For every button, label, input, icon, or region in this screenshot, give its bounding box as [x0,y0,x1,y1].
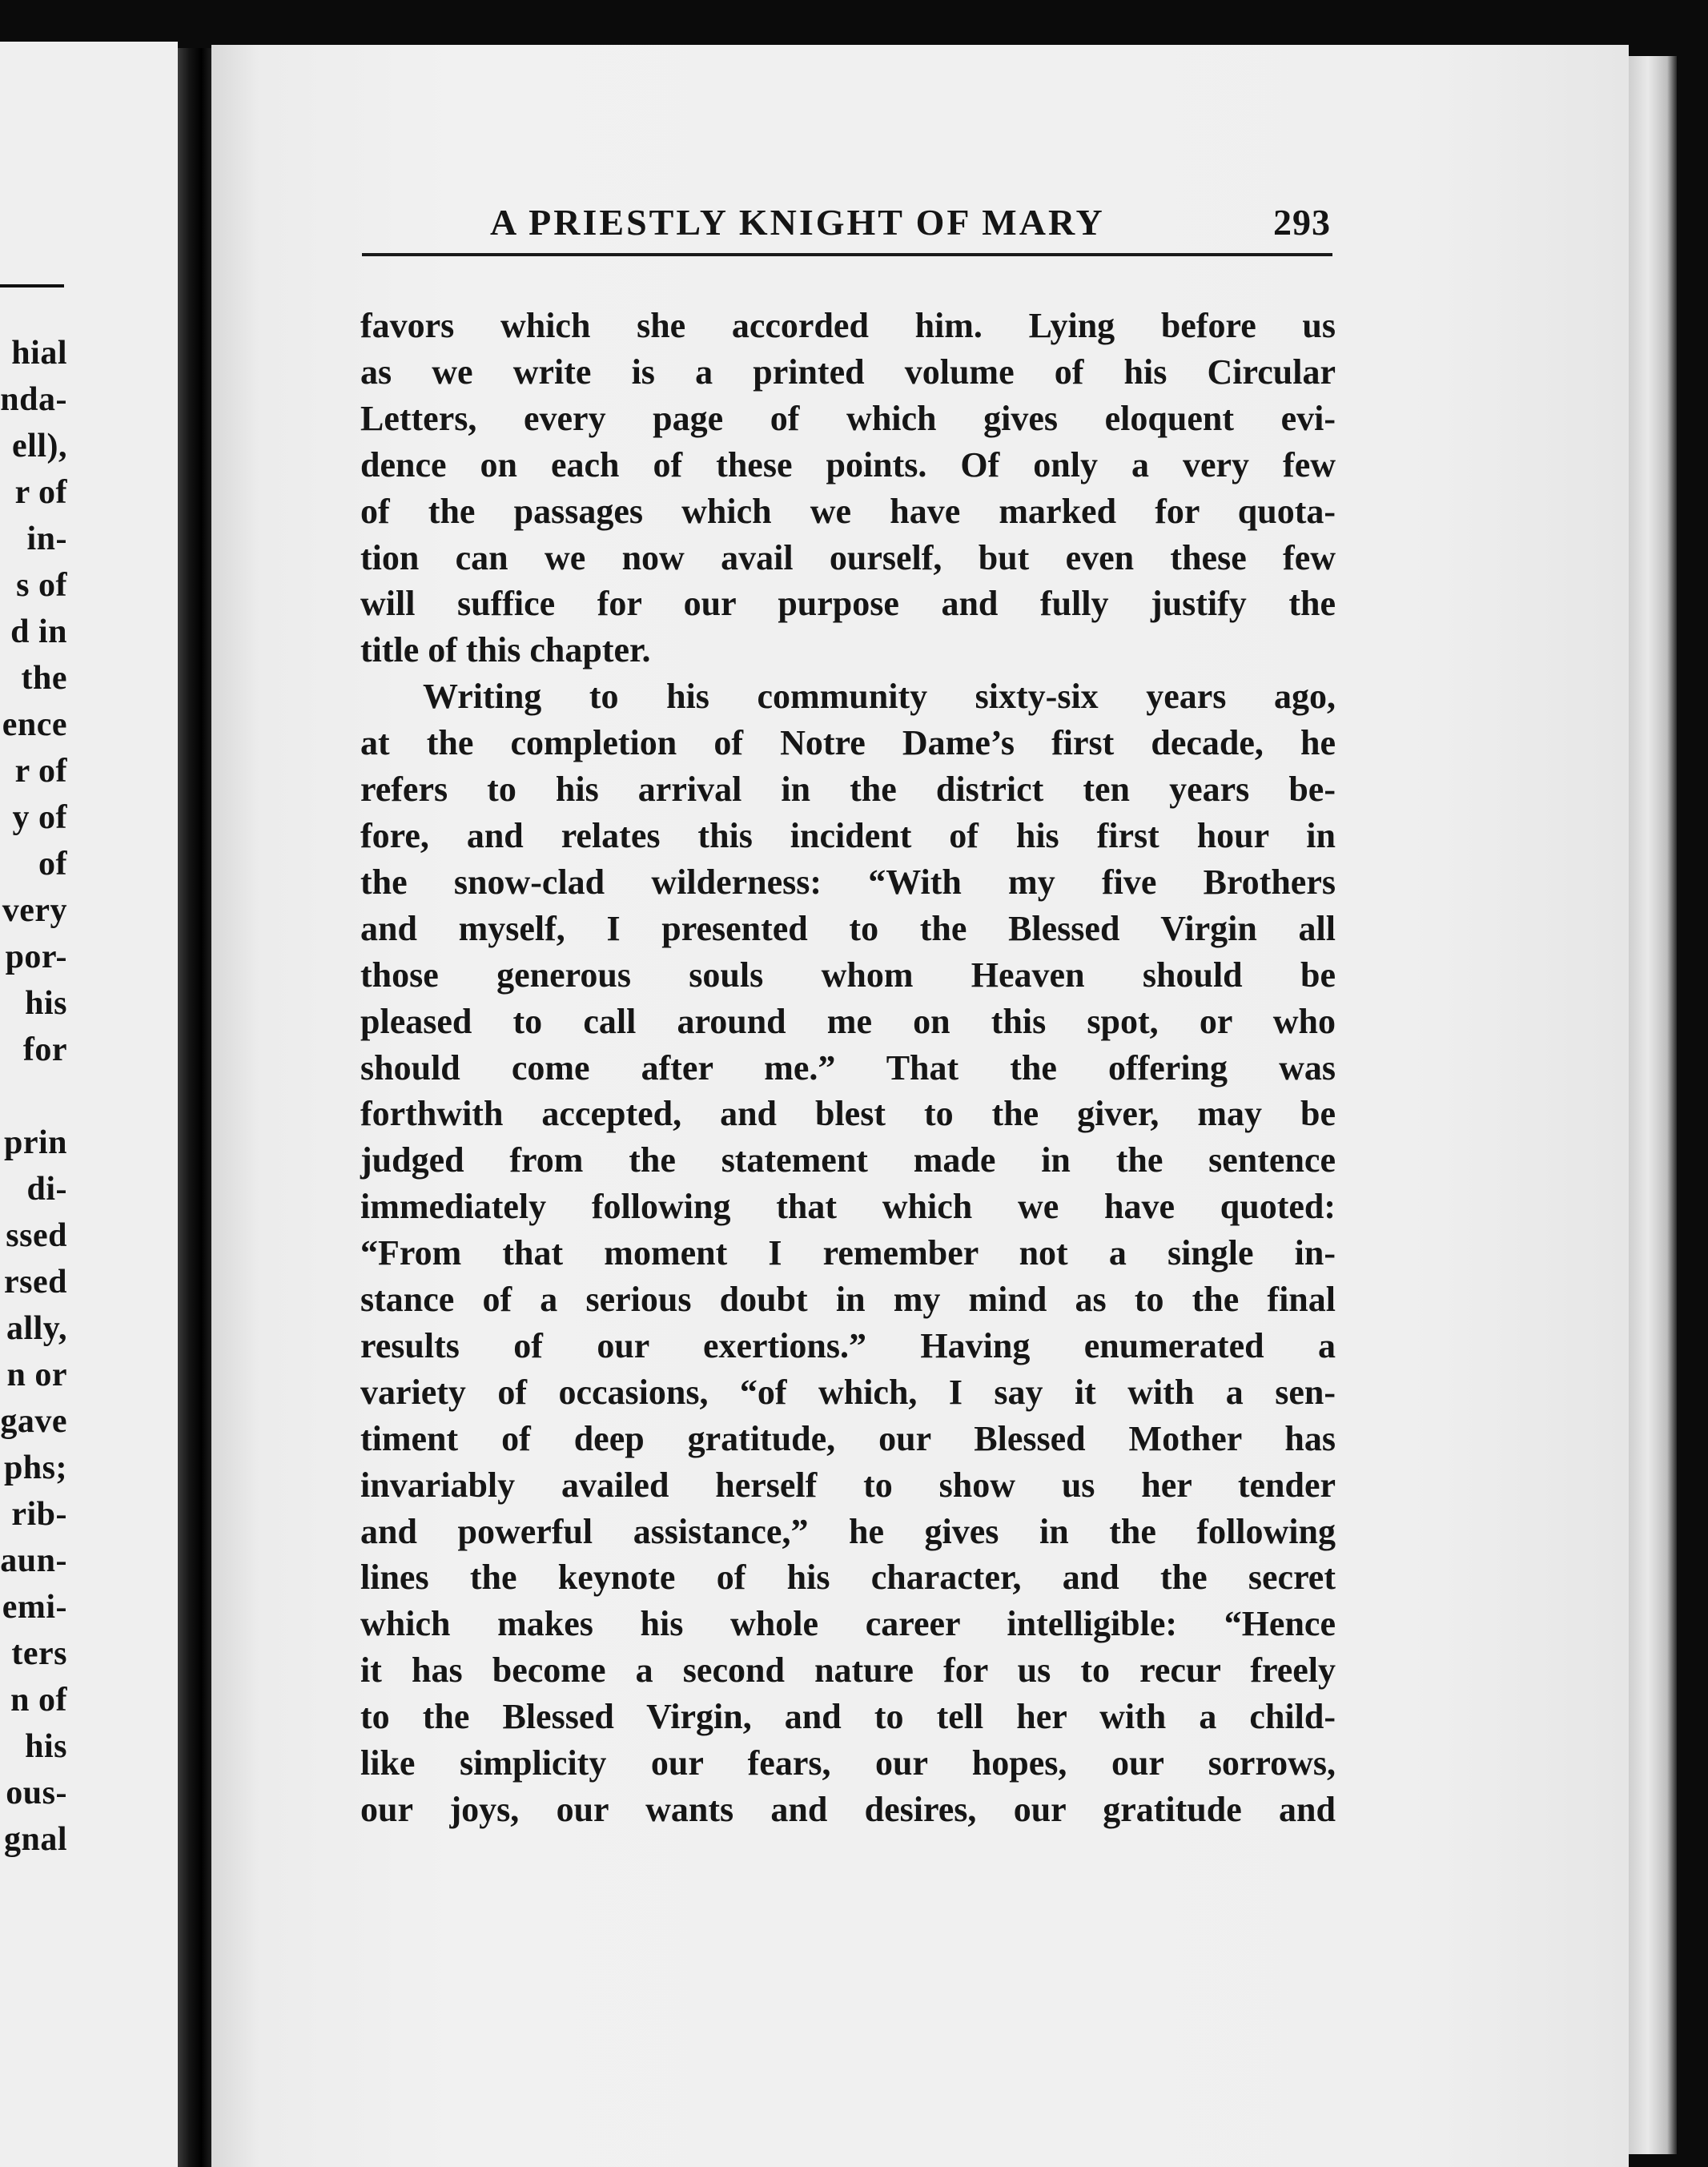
fragment-line: r of [14,753,67,790]
fragment-line: s of [16,567,67,604]
fragment-line: ally, [6,1310,67,1347]
text-line: Letters, every page of which gives eloquent evi- [360,398,1336,438]
fragment-line: hial [11,335,67,372]
fragment-line: r of [14,474,67,511]
fragment-line: rib- [11,1496,67,1533]
fragment-line: prin [3,1124,67,1161]
text-line: title of this chapter. [360,630,651,670]
page-body-text [360,303,1353,1833]
fragment-line: por- [5,939,67,975]
fragment-line: in- [26,521,67,557]
text-line: tion can we now avail ourself, but even these few [360,537,1336,577]
text-line: stance of a serious doubt in my mind as to the final [360,1280,1336,1320]
text-line: favors which she accorded him. Lying before us [360,306,1336,345]
text-line: pleased to call around me on this spot, or who [360,1001,1336,1041]
fragment-line: ssed [6,1217,67,1254]
previous-page-text [0,330,67,1863]
fragment-line: for [22,1031,67,1068]
text-line: forthwith accepted, and blest to the giver, may be [360,1094,1336,1134]
fragment-line: gave [0,1403,67,1440]
fragment-line: di- [26,1171,67,1208]
text-line: which makes his whole career intelligible: “Hence [360,1604,1336,1644]
text-line: lines the keynote of his character, and the secret [360,1558,1336,1598]
fragment-line: ous- [6,1775,67,1811]
text-line: our joys, our wants and desires, our gratitude and [360,1790,1336,1829]
text-line: results of our exertions.” Having enumerated a [360,1325,1336,1365]
fragment-line: his [25,985,67,1022]
text-line: timent of deep gratitude, our Blessed Mother has [360,1418,1336,1458]
fragment-line: n of [10,1682,67,1719]
page-edge [1629,56,1677,2154]
text-line: judged from the statement made in the sentence [360,1140,1336,1180]
text-line: and powerful assistance,” he gives in the following [360,1511,1336,1551]
fragment-line: n or [6,1357,67,1393]
fragment-line: very [2,892,67,929]
text-line: at the completion of Notre Dame’s first decade, he [360,723,1336,763]
fragment-line: ters [11,1635,67,1672]
fragment-line: ell), [12,428,67,464]
text-line: it has become a second nature for us to recur freely [360,1650,1336,1691]
fragment-line: y of [12,799,67,836]
fragment-line: emi- [2,1589,67,1626]
fragment-line: his [25,1728,67,1765]
text-line: and myself, I presented to the Blessed Virgin all [360,908,1336,948]
fragment-line: ence [2,706,67,743]
fragment-line: rsed [4,1264,67,1301]
text-line: dence on each of these points. Of only a very few [360,444,1336,484]
book-gutter [178,48,211,2167]
text-line: fore, and relates this incident of his first hour in [360,815,1336,855]
text-line: immediately following that which we have quoted: [360,1187,1336,1227]
text-line: to the Blessed Virgin, and to tell her with a child- [360,1697,1336,1737]
text-line: should come after me.” That the offering was [360,1047,1336,1088]
page-number: 293 [1273,202,1331,243]
text-line: will suffice for our purpose and fully justify the [360,584,1336,624]
text-line: refers to his arrival in the district ten years be- [360,770,1336,810]
running-head-rule [362,253,1332,256]
text-line: the snow-clad wilderness: “With my five Brothers [360,862,1336,902]
text-line: variety of occasions, “of which, I say it with a sen- [360,1372,1336,1412]
fragment-line: aun- [0,1542,67,1579]
text-line: those generous souls whom Heaven should be [360,955,1336,995]
previous-page-fragment [0,42,178,2167]
paragraph-first-line: Writing to his community sixty-six years ago, [423,677,1336,717]
fragment-line: the [21,660,67,697]
text-line: of the passages which we have marked for quota- [360,491,1336,531]
text-line: invariably availed herself to show us her tender [360,1465,1336,1505]
previous-page-rule [0,284,64,287]
text-line: “From that moment I remember not a single in- [360,1233,1336,1273]
running-head-title: A PRIESTLY KNIGHT OF MARY [490,202,1105,243]
fragment-line: phs; [3,1449,67,1486]
fragment-line: of [38,846,67,882]
text-line: as we write is a printed volume of his Circular [360,352,1336,392]
fragment-line: gnal [3,1821,67,1858]
fragment-line: nda- [0,381,67,418]
fragment-line: d in [10,613,67,650]
text-line: like simplicity our fears, our hopes, our sorrows, [360,1743,1336,1783]
running-head [362,196,1332,252]
paragraph-gap [0,1073,67,1120]
